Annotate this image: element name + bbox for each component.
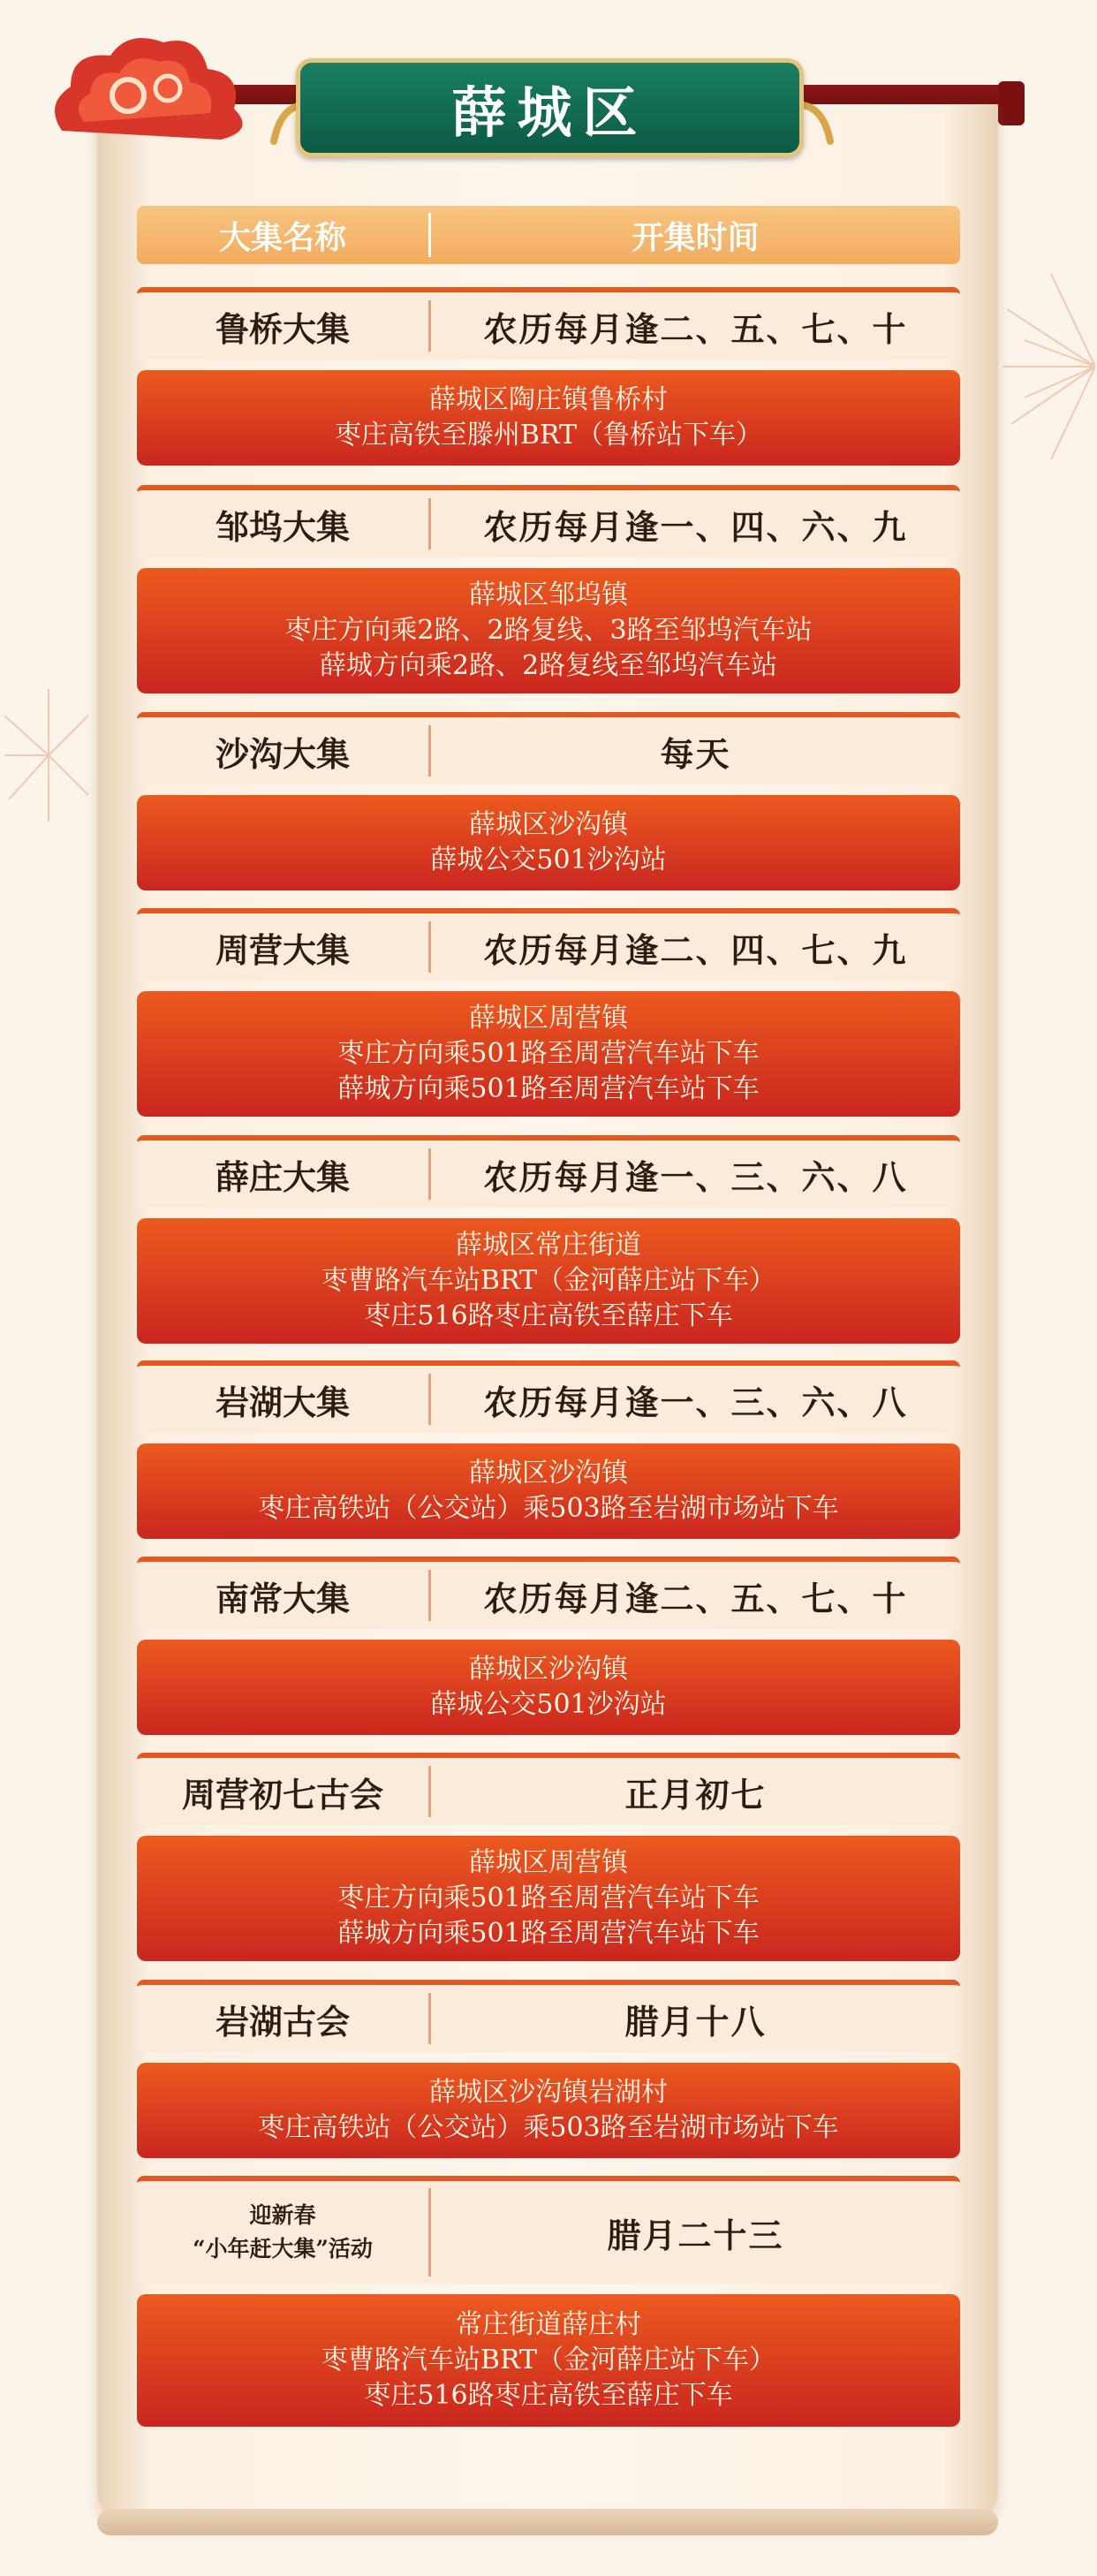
market-row xyxy=(137,1135,960,1208)
market-info-line: 薛城区沙沟镇 xyxy=(469,1654,628,1685)
market-time: 正月初七 xyxy=(624,1774,767,1815)
market-info-line: 枣庄方向乘2路、2路复线、3路至邹坞汽车站 xyxy=(284,615,813,646)
market-name: 周营初七古会 xyxy=(181,1774,383,1815)
market-info-line: 薛城方向乘2路、2路复线至邹坞汽车站 xyxy=(319,650,778,681)
market-name xyxy=(137,2199,428,2266)
market-time: 腊月二十三 xyxy=(607,2215,784,2255)
firework-icon xyxy=(0,680,97,830)
market-info-box xyxy=(137,795,960,890)
market-name-line: “小年赶大集”活动 xyxy=(193,2236,373,2262)
market-item xyxy=(137,2176,960,2427)
market-info-line: 薛城区周营镇 xyxy=(469,1003,628,1034)
market-info-line: 薛城区沙沟镇岩湖村 xyxy=(429,2077,668,2108)
market-row xyxy=(137,1360,960,1433)
market-name: 邹坞大集 xyxy=(215,506,350,547)
market-time: 腊月十八 xyxy=(624,2001,767,2042)
market-info-line: 枣庄516路枣庄高铁至薛庄下车 xyxy=(364,2380,733,2411)
market-info-box xyxy=(137,2063,960,2158)
market-name: 薛庄大集 xyxy=(215,1156,350,1197)
market-time: 农历每月逢二、四、七、九 xyxy=(483,929,908,970)
market-info-line: 枣庄高铁站（公交站）乘503路至岩湖市场站下车 xyxy=(258,2112,839,2143)
market-row xyxy=(137,2176,960,2284)
market-item xyxy=(137,908,960,1117)
market-time: 农历每月逢一、三、六、八 xyxy=(483,1156,908,1197)
market-time: 农历每月逢一、三、六、八 xyxy=(483,1382,908,1422)
market-info-line: 枣庄方向乘501路至周营汽车站下车 xyxy=(337,1883,760,1913)
auspicious-cloud-icon xyxy=(44,25,265,157)
market-item xyxy=(137,1135,960,1344)
market-info-line: 枣曹路汽车站BRT（金河薛庄站下车） xyxy=(321,1265,776,1296)
market-info-line: 枣庄方向乘501路至周营汽车站下车 xyxy=(337,1038,760,1069)
market-item xyxy=(137,485,960,693)
market-item xyxy=(137,1360,960,1539)
market-row xyxy=(137,287,960,360)
market-info-box xyxy=(137,1836,960,1961)
market-name: 鲁桥大集 xyxy=(215,308,350,349)
market-info-box xyxy=(137,2294,960,2427)
firework-icon xyxy=(998,256,1095,477)
market-time: 农历每月逢二、五、七、十 xyxy=(483,1578,908,1618)
market-info-line: 枣庄高铁至滕州BRT（鲁桥站下车） xyxy=(334,420,763,451)
market-info-box xyxy=(137,370,960,466)
market-row xyxy=(137,1753,960,1825)
title-banner xyxy=(296,58,804,157)
market-time: 农历每月逢一、四、六、九 xyxy=(483,506,908,547)
scroll-rod-cap xyxy=(998,81,1025,125)
market-name-line: 迎新春 xyxy=(249,2202,316,2228)
market-item xyxy=(137,287,960,466)
market-info-line: 薛城区常庄街道 xyxy=(456,1230,641,1261)
market-info-box xyxy=(137,1640,960,1735)
market-row xyxy=(137,908,960,981)
market-item xyxy=(137,1557,960,1735)
market-info-box xyxy=(137,568,960,693)
market-info-line: 薛城区周营镇 xyxy=(469,1847,628,1878)
market-item xyxy=(137,1980,960,2158)
market-info-box xyxy=(137,991,960,1117)
market-time: 每天 xyxy=(660,733,731,774)
market-name: 南常大集 xyxy=(215,1578,350,1618)
market-row xyxy=(137,712,960,784)
market-name: 岩湖大集 xyxy=(215,1382,350,1422)
market-info-line: 薛城方向乘501路至周营汽车站下车 xyxy=(337,1073,760,1104)
header-market-name: 大集名称 xyxy=(218,219,346,256)
market-info-line: 薛城公交501沙沟站 xyxy=(430,1689,667,1720)
market-info-line: 薛城区沙沟镇 xyxy=(469,1458,628,1489)
market-info-box xyxy=(137,1218,960,1344)
header-market-time: 开集时间 xyxy=(632,219,760,256)
market-name: 岩湖古会 xyxy=(215,2001,350,2042)
market-info-line: 薛城区陶庄镇鲁桥村 xyxy=(429,384,668,415)
market-info-line: 薛城方向乘501路至周营汽车站下车 xyxy=(337,1918,760,1949)
page-title: 薛城区 xyxy=(451,80,648,145)
market-info-line: 枣庄516路枣庄高铁至薛庄下车 xyxy=(364,1300,733,1331)
market-item xyxy=(137,1753,960,1961)
market-row xyxy=(137,1557,960,1629)
market-info-line: 薛城公交501沙沟站 xyxy=(430,845,667,875)
market-info-line: 枣曹路汽车站BRT（金河薛庄站下车） xyxy=(321,2345,776,2375)
market-time: 农历每月逢二、五、七、十 xyxy=(483,308,908,349)
market-info-line: 枣庄高铁站（公交站）乘503路至岩湖市场站下车 xyxy=(258,1493,839,1524)
market-name: 沙沟大集 xyxy=(215,733,350,774)
market-row xyxy=(137,485,960,557)
market-info-box xyxy=(137,1443,960,1539)
market-info-line: 薛城区邹坞镇 xyxy=(469,580,628,610)
market-row xyxy=(137,1980,960,2052)
scroll-bottom-edge xyxy=(97,2509,998,2535)
table-header xyxy=(137,206,960,264)
market-info-line: 常庄街道薛庄村 xyxy=(456,2309,641,2340)
market-name: 周营大集 xyxy=(215,929,350,970)
market-item xyxy=(137,712,960,890)
market-info-line: 薛城区沙沟镇 xyxy=(469,809,628,840)
